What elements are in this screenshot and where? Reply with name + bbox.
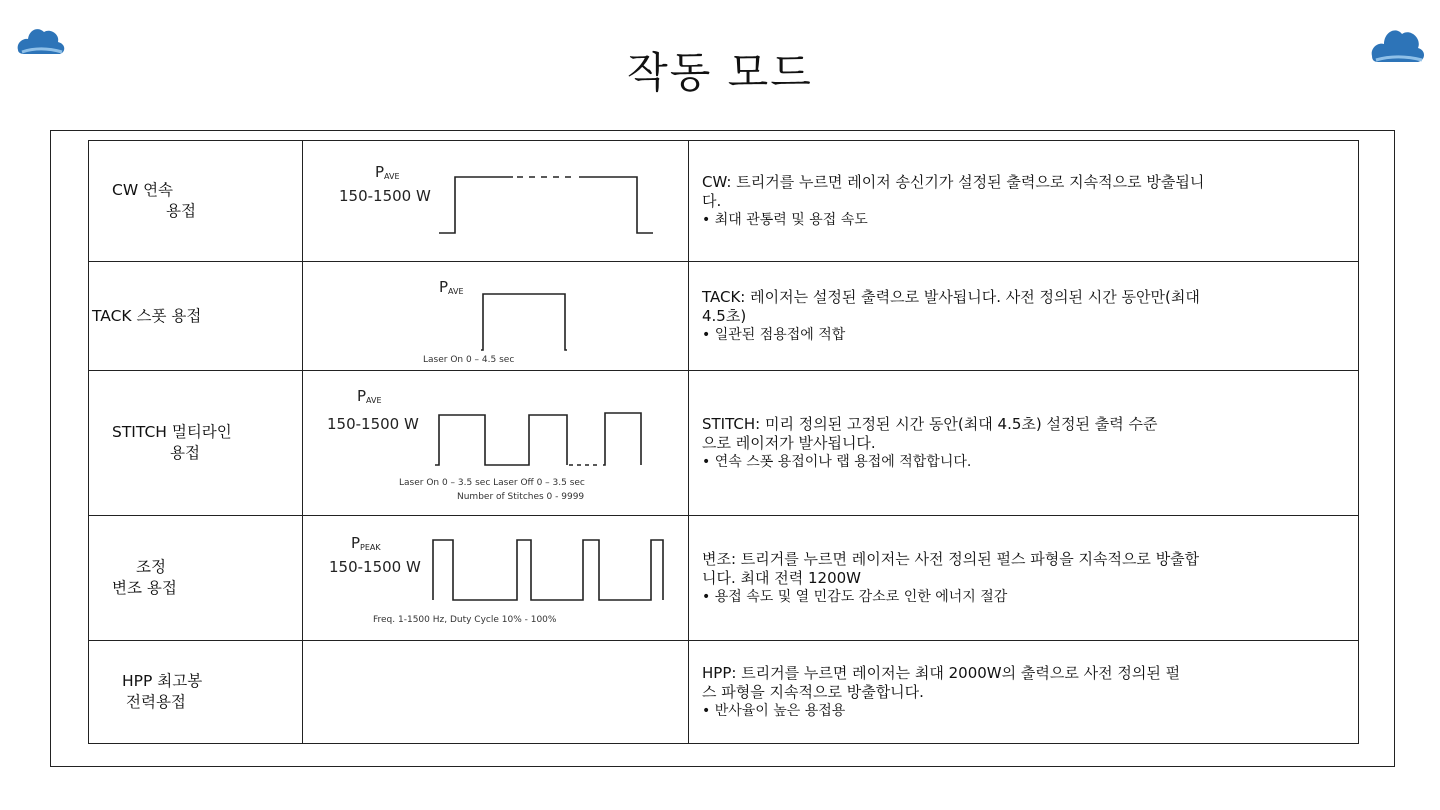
mode-name-line: 전력용접 — [126, 693, 186, 711]
power-label: PAVE — [375, 163, 400, 181]
description-line: 변조: 트리거를 누르면 레이저는 사전 정의된 펄스 파형을 지속적으로 방출합 — [702, 549, 1200, 568]
mode-name-cell — [89, 141, 303, 262]
description-line: 으로 레이저가 발사됩니다. — [702, 433, 876, 452]
table-row — [89, 641, 1359, 744]
waveform-cell — [303, 262, 689, 371]
power-label: PPEAK — [351, 534, 381, 552]
description-line: 다. — [702, 191, 722, 210]
description-cell — [689, 516, 1359, 641]
cw-waveform-diagram — [303, 141, 689, 261]
power-range-label: 150-1500 W — [339, 187, 431, 205]
description-line: CW: 트리거를 누르면 레이저 송신기가 설정된 출력으로 지속적으로 방출됩니 — [702, 172, 1205, 191]
waveform-line — [603, 413, 641, 465]
waveform-line — [435, 415, 567, 465]
mode-name-line: 변조 용접 — [112, 579, 177, 597]
description-line: 스 파형을 지속적으로 방출합니다. — [702, 682, 924, 701]
mode-name-line: HPP 최고봉 — [122, 672, 203, 690]
waveform-cell — [303, 371, 689, 516]
description-line: STITCH: 미리 정의된 고정된 시간 동안(최대 4.5초) 설정된 출력 수준 — [702, 414, 1158, 433]
waveform-cell — [303, 141, 689, 262]
description-line: TACK: 레이저는 설정된 출력으로 발사됩니다. 사전 정의된 시간 동안만(최대 — [702, 287, 1200, 306]
description-cell — [689, 141, 1359, 262]
mode-name-line: 용접 — [170, 444, 200, 462]
waveform-cell-empty — [303, 641, 689, 744]
description-line: 4.5초) — [702, 306, 747, 325]
time-caption: Laser On 0 – 3.5 sec Laser Off 0 – 3.5 sec — [399, 478, 585, 488]
modes-table — [88, 140, 1359, 744]
waveform-line — [481, 294, 567, 350]
stitch-waveform-diagram — [303, 371, 689, 515]
description-bullet: • 연속 스폿 용접이나 랩 용접에 적합합니다. — [702, 453, 972, 470]
tack-waveform-diagram — [303, 262, 689, 370]
table-row — [89, 516, 1359, 641]
mode-name-cell — [89, 371, 303, 516]
stitches-caption: Number of Stitches 0 - 9999 — [457, 492, 585, 502]
time-caption: Laser On 0 – 4.5 sec — [423, 355, 515, 365]
mode-name-line: STITCH 멀티라인 — [112, 423, 232, 441]
mode-name-cell — [89, 641, 303, 744]
mode-name-line: TACK 스폿 용접 — [92, 306, 202, 325]
modulation-waveform-diagram — [303, 516, 689, 640]
mode-name-line: 용접 — [166, 202, 196, 220]
table-row — [89, 262, 1359, 371]
waveform-line — [579, 177, 653, 233]
description-bullet: • 최대 관통력 및 용접 속도 — [702, 211, 868, 228]
power-range-label: 150-1500 W — [329, 558, 421, 576]
description-line: 니다. 최대 전력 1200W — [702, 568, 862, 587]
table-row — [89, 141, 1359, 262]
page-title: 작동 모드 — [627, 48, 813, 97]
description-line: HPP: 트리거를 누르면 레이저는 최대 2000W의 출력으로 사전 정의된 펄 — [702, 663, 1181, 682]
description-bullet: • 반사율이 높은 용접용 — [702, 702, 846, 719]
mode-name-line: CW 연속 — [112, 181, 174, 199]
description-cell — [689, 262, 1359, 371]
waveform-line — [439, 177, 513, 233]
power-label: PAVE — [439, 278, 464, 296]
mode-name-cell — [89, 262, 303, 371]
waveform-cell — [303, 516, 689, 641]
waveform-line — [433, 540, 663, 600]
mode-name-cell — [89, 516, 303, 641]
description-bullet: • 용접 속도 및 열 민감도 감소로 인한 에너지 절감 — [702, 588, 1008, 605]
mode-name-line: 조정 — [136, 558, 166, 576]
description-cell — [689, 371, 1359, 516]
table-row — [89, 371, 1359, 516]
description-bullet: • 일관된 점용접에 적합 — [702, 326, 846, 343]
description-cell — [689, 641, 1359, 744]
power-range-label: 150-1500 W — [327, 415, 419, 433]
power-label: PAVE — [357, 387, 382, 405]
frequency-caption: Freq. 1-1500 Hz, Duty Cycle 10% - 100% — [373, 615, 557, 625]
